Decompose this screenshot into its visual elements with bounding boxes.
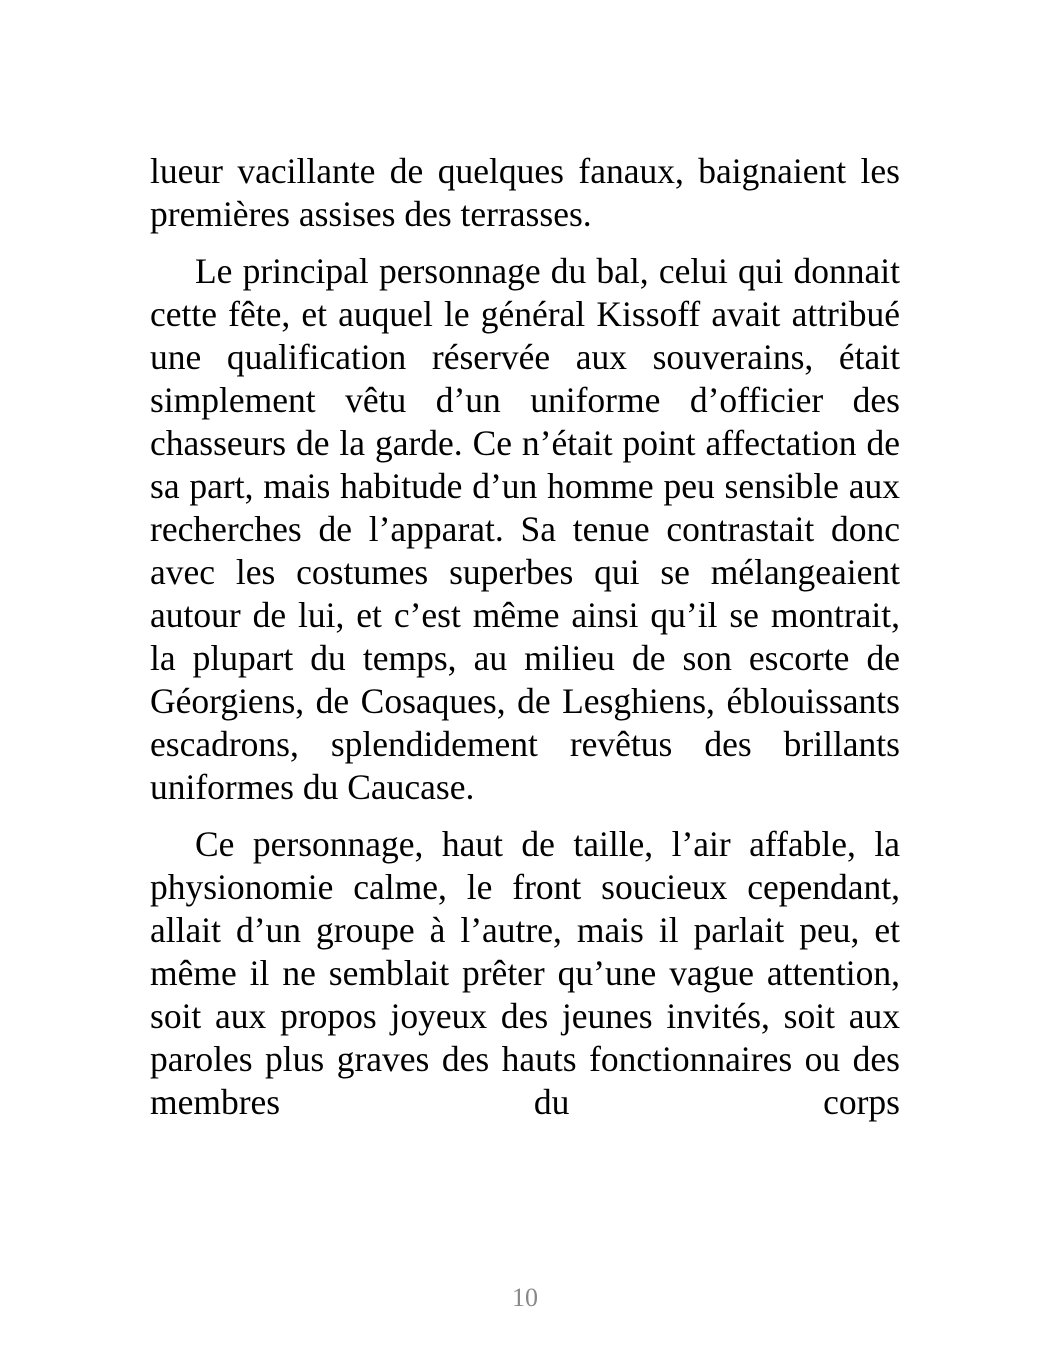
page-body [150,150,900,1138]
paragraph-ce-personnage: Ce personnage, haut de taille, l’air affable, la physionomie calme, le front soucieux cependant, allait d’un groupe à l’autre, mais il parlait peu, et même il ne semblait prêter qu’une vague attention, soit aux propos joyeux des jeunes invités, soit aux paroles plus graves des hauts fonctionnaires ou des membres du corps [150,824,900,1122]
paragraph-continuation: lueur vacillante de quelques fanaux, baignaient les premières assises des terrasses. [150,151,900,234]
paragraph-principal-personnage: Le principal personnage du bal, celui qui donnait cette fête, et auquel le général Kissoff avait attribué une qualification réservée aux souverains, était simplement vêtu d’un uniforme d’officier des chasseurs de la garde. Ce n’était point affectation de sa part, mais habitude d’un homme peu sensible aux recherches de l’apparat. Sa tenue contrastait donc avec les costumes superbes qui se mélangeaient autour de lui, et c’est même ainsi qu’il se montrait, la plupart du temps, au milieu de son escorte de Géorgiens, de Cosaques, de Lesghiens, éblouissants escadrons, splendidement revêtus des brillants uniformes du Caucase. [150,251,900,807]
page-number: 10 [512,1283,538,1312]
